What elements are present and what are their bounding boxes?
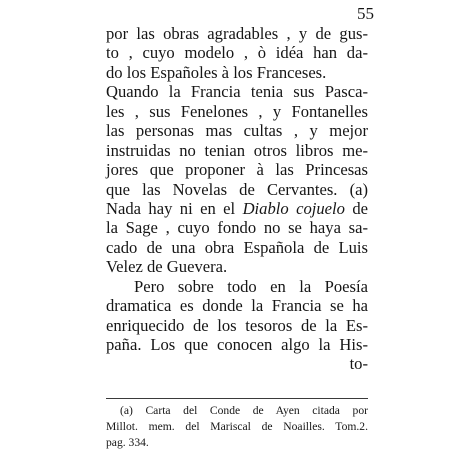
text-line: paña. Los que conocen algo la His- <box>106 335 368 354</box>
footnotes <box>106 403 368 451</box>
text-line: Velez de Guevera. <box>106 257 228 277</box>
text-line: do los Españoles à los Franceses. <box>106 62 327 82</box>
text-line: les , sus Fenelones , y Fontanelles <box>106 101 368 121</box>
text-line-with-italic <box>106 199 368 218</box>
text-line: enriquecido de los tesoros de la Es- <box>106 315 368 335</box>
text-line: dramatica es donde la Francia se ha <box>106 296 368 316</box>
text-line: jores que proponer à las Princesas <box>106 160 368 180</box>
text-line: las personas mas cultas , y mejor <box>106 121 368 141</box>
text-line: Pero sobre todo en la Poesía <box>134 276 368 296</box>
page-number: 55 <box>357 4 374 23</box>
footnote-line: (a) Carta del Conde de Ayen citada por <box>120 404 368 417</box>
main-text <box>106 24 368 374</box>
footnote-line: Millot. mem. del Mariscal de Noailles. Tom.2. <box>106 420 368 433</box>
text-line: Quando la Francia tenia sus Pasca- <box>106 82 368 102</box>
text-line: instruidas no tenian otros libros me- <box>106 140 368 160</box>
text-line: que las Novelas de Cervantes. (a) <box>106 179 368 199</box>
footnote-line: pag. 334. <box>106 436 149 449</box>
text-line: la Sage , cuyo fondo no se haya sa- <box>106 218 368 238</box>
text-fragment: de <box>352 198 369 218</box>
text-line: to , cuyo modelo , ò idéa han da- <box>106 43 368 63</box>
text-line: cado de una obra Española de Luis <box>106 237 368 257</box>
text-fragment: Nada hay ni en el <box>106 198 236 218</box>
italic-title: Diablo cojuelo <box>242 198 345 218</box>
footnote-divider <box>106 398 368 399</box>
text-line: por las obras agradables , y de gus- <box>106 24 368 43</box>
catchword: to- <box>349 354 368 374</box>
